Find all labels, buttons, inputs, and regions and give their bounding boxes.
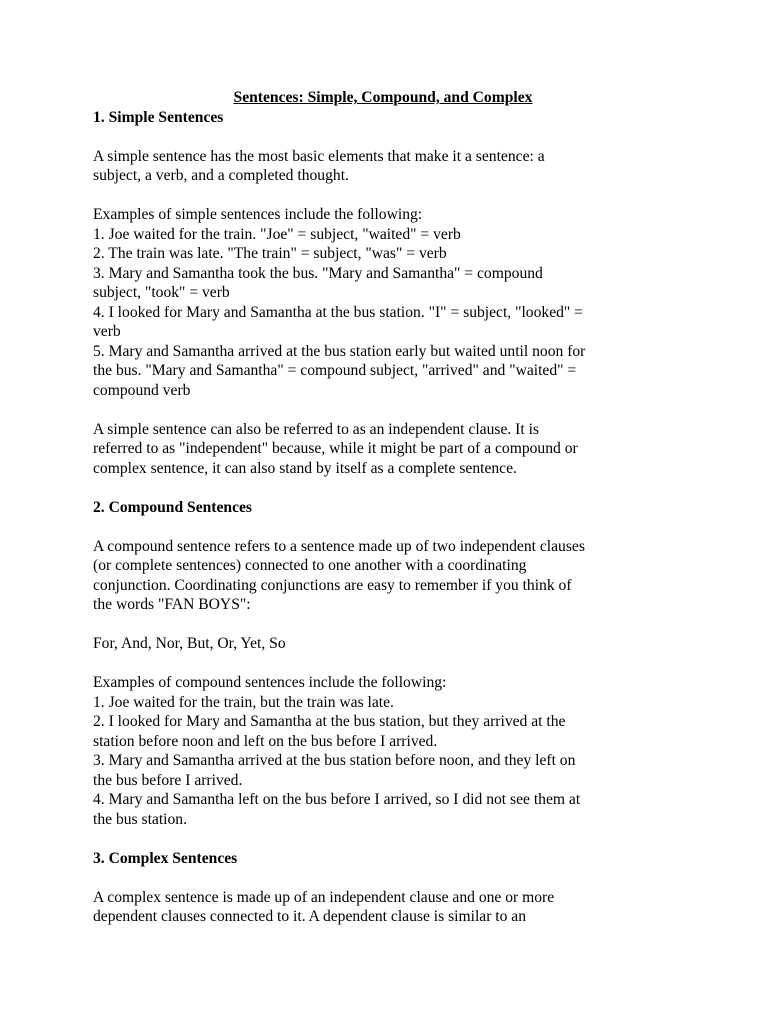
section-heading-simple: 1. Simple Sentences	[93, 108, 224, 126]
text-line: subject, a verb, and a completed thought.	[93, 167, 349, 184]
paragraph-gap	[93, 829, 683, 849]
text-line: subject, "took" = verb	[93, 284, 230, 301]
text-line: A compound sentence refers to a sentence made up of two independent clauses	[93, 537, 585, 555]
text-line: 2. The train was late. "The train" = subject, "was" = verb	[93, 245, 447, 262]
paragraph-gap	[93, 868, 683, 888]
text-line: 1. Joe waited for the train, but the train was late.	[93, 693, 394, 711]
document-content	[93, 88, 683, 927]
text-line: compound verb	[93, 381, 191, 399]
text-line: verb	[93, 323, 121, 340]
section-heading-complex: 3. Complex Sentences	[93, 849, 238, 867]
section-heading-compound: 2. Compound Sentences	[93, 498, 252, 516]
paragraph-simple-definition	[93, 147, 683, 186]
text-line: 3. Mary and Samantha took the bus. "Mary and Samantha" = compound	[93, 264, 543, 282]
text-line: A complex sentence is made up of an independent clause and one or more	[93, 888, 555, 906]
text-line: 4. Mary and Samantha left on the bus before I arrived, so I did not see them at	[93, 791, 581, 808]
text-line: 2. I looked for Mary and Samantha at the bus station, but they arrived at the	[93, 713, 566, 730]
text-line: dependent clauses connected to it. A dependent clause is similar to an	[93, 908, 527, 925]
paragraph-gap	[93, 127, 683, 147]
text-line: 1. Joe waited for the train. "Joe" = subject, "waited" = verb	[93, 225, 461, 243]
paragraph-simple-examples	[93, 205, 683, 400]
text-line: (or complete sentences) connected to one another with a coordinating	[93, 557, 527, 574]
paragraph-complex-definition	[93, 888, 683, 927]
paragraph-gap	[93, 186, 683, 206]
document-title: Sentences: Simple, Compound, and Complex	[233, 89, 533, 106]
text-line: the bus before I arrived.	[93, 771, 243, 789]
text-line: A simple sentence can also be referred to as an independent clause. It is	[93, 420, 539, 438]
text-line: Examples of compound sentences include the following:	[93, 674, 447, 691]
paragraph-independent-clause	[93, 420, 683, 479]
paragraph-compound-definition	[93, 537, 683, 615]
text-line: 4. I looked for Mary and Samantha at the bus station. "I" = subject, "looked" =	[93, 303, 583, 321]
text-line: 3. Mary and Samantha arrived at the bus station before noon, and they left on	[93, 752, 576, 769]
text-line: station before noon and left on the bus before I arrived.	[93, 732, 438, 750]
text-line: conjunction. Coordinating conjunctions are easy to remember if you think of	[93, 576, 572, 594]
paragraph-gap	[93, 400, 683, 420]
paragraph-compound-examples	[93, 673, 683, 829]
text-line: Examples of simple sentences include the following:	[93, 206, 423, 223]
text-line: For, And, Nor, But, Or, Yet, So	[93, 635, 286, 652]
paragraph-gap	[93, 517, 683, 537]
text-line: complex sentence, it can also stand by itself as a complete sentence.	[93, 459, 517, 477]
paragraph-fanboys	[93, 634, 683, 654]
paragraph-gap	[93, 478, 683, 498]
text-line: referred to as "independent" because, while it might be part of a compound or	[93, 440, 578, 457]
text-line: A simple sentence has the most basic elements that make it a sentence: a	[93, 147, 545, 165]
text-line: the words "FAN BOYS":	[93, 596, 251, 613]
paragraph-gap	[93, 654, 683, 674]
text-line: 5. Mary and Samantha arrived at the bus station early but waited until noon for	[93, 342, 586, 360]
text-line: the bus. "Mary and Samantha" = compound subject, "arrived" and "waited" =	[93, 362, 577, 379]
paragraph-gap	[93, 615, 683, 635]
text-line: the bus station.	[93, 810, 187, 828]
